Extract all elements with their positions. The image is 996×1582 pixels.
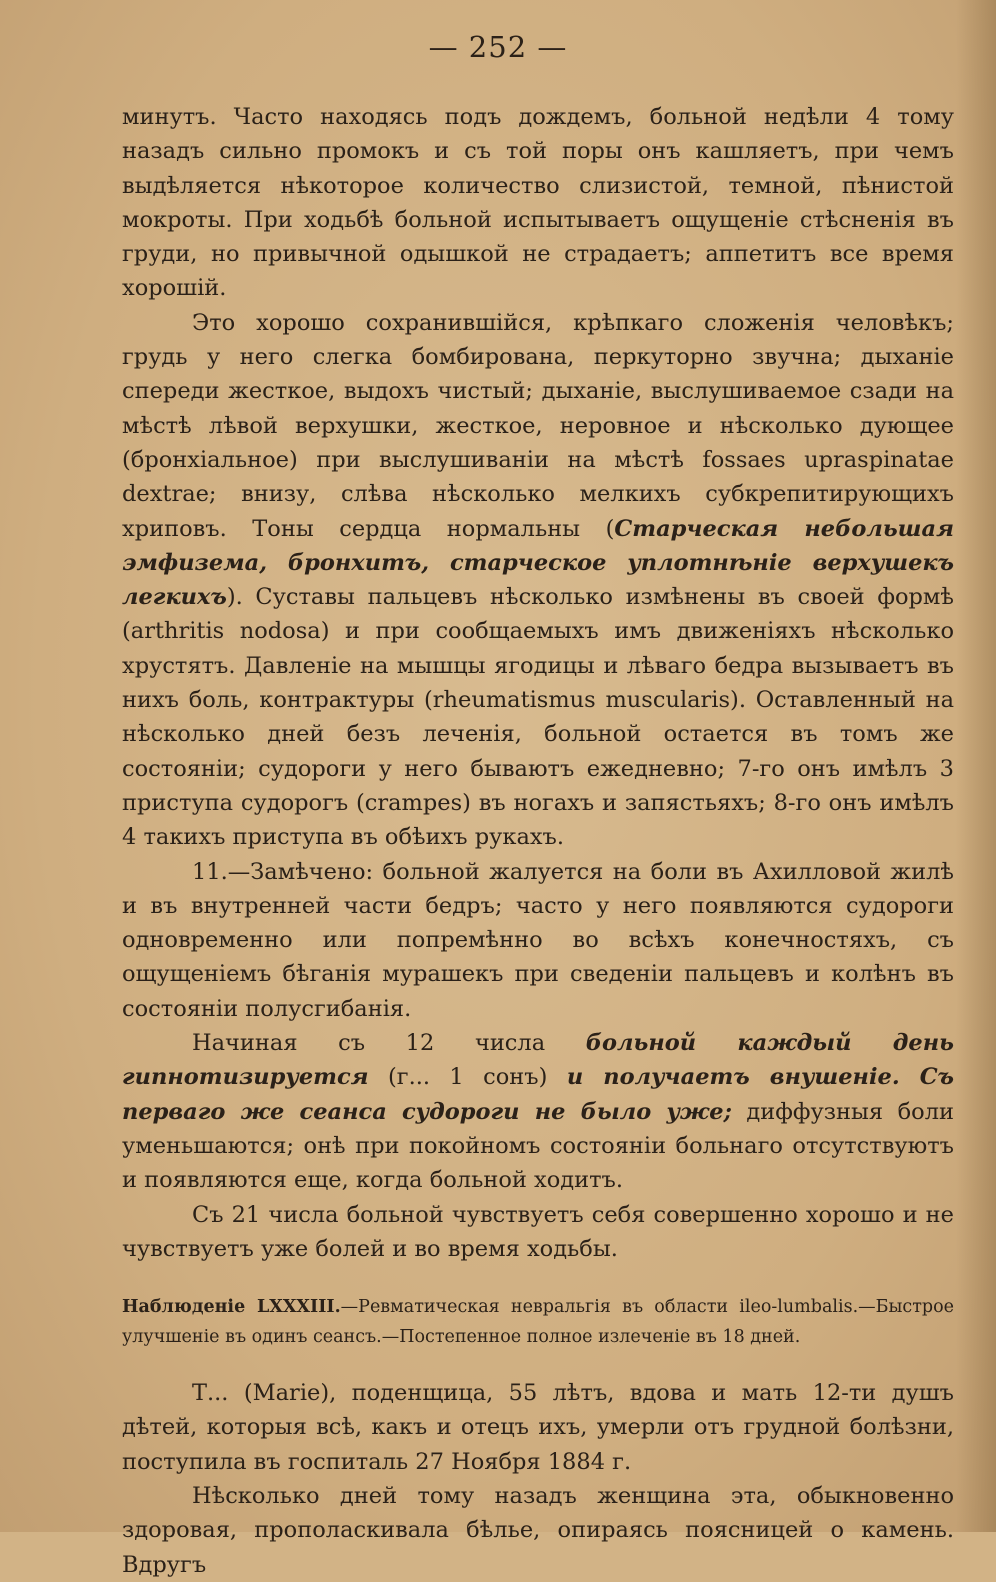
paragraph-patient-intro: Т... (Marie), поденщица, 55 лѣтъ, вдова и мать 12-ти душъ дѣтей, которыя всѣ, какъ и отецъ ихъ, умерли отъ грудной болѣзни, поступила въ госпиталь 27 Ноября 1884 г. <box>122 1380 954 1475</box>
paragraph-continuation: минутъ. Часто находясь подъ дождемъ, больной недѣли 4 тому назадъ сильно промокъ и съ той поры онъ кашляетъ, при чемъ выдѣляется нѣкоторое количество слизистой, темной, пѣнистой мокроты. При ходьбѣ больной испытываетъ ощущеніе стѣсненія въ груди, но привычной одышкой не страдаетъ; аппетитъ все время хорошій. <box>122 104 954 302</box>
treatment-italic-2: и получаетъ внушеніе. Съ перваго же сеанса судороги не было уже; <box>122 1064 955 1125</box>
observation-heading <box>122 1292 954 1352</box>
paragraph-day-11: 11.—Замѣчено: больной жалуется на боли въ Ахилловой жилѣ и въ внутренней части бедръ; часто у него появляются судороги одновременно или попремѣнно во всѣхъ конечностяхъ, съ ощущеніемъ бѣганія мурашекъ при сведеніи пальцевъ и колѣнъ въ состояніи полусгибанія. <box>122 858 954 1022</box>
diagnosis-italic: Старческая небольшая эмфизема, бронхитъ, старческое уплотнѣніе верхушекъ легкихъ <box>122 515 954 611</box>
page-gutter-shadow <box>956 0 996 1532</box>
paragraph-day-21: Съ 21 числа больной чувствуетъ себя совершенно хорошо и не чувствуетъ уже болей и во время ходьбы. <box>122 1201 954 1262</box>
page-body <box>122 100 954 1582</box>
observation-title: Наблюденіе LXXXIII. <box>122 1297 341 1318</box>
paragraph-history: Нѣсколько дней тому назадъ женщина эта, обыкновенно здоровая, прополаскивала бѣлье, опираясь поясницей о камень. Вдругъ <box>122 1482 954 1578</box>
observation-summary: —Ревматическая невральгія въ области ileo-lumbalis.—Быстрое улучшеніе въ одинъ сеансъ.—Постепенное полное излеченіе въ 18 дней. <box>122 1297 954 1348</box>
page-number: — 252 — <box>428 30 568 64</box>
paragraph-treatment: Начиная съ 12 числа больной каждый день гипнотизируется (г... 1 сонъ) и получаетъ внушеніе. Съ перваго же сеанса судороги не было уже; диффузныя боли уменьшаются; онѣ при покойномъ состояніи больнаго отсутствуютъ и появляются еще, когда больной ходитъ. <box>122 1030 955 1194</box>
paragraph-examination: Это хорошо сохранившійся, крѣпкаго сложенія человѣкъ; грудь у него слегка бомбирована, перкуторно звучна; дыханіе спереди жесткое, выдохъ чистый; дыханіе, выслушиваемое сзади на мѣстѣ лѣвой верхушки, жесткое, неровное и нѣсколько дующее (бронхіальное) при выслушиваніи на мѣстѣ fossaes uprаspinatae dextrae; внизу, слѣва нѣсколько мелкихъ субкрепитирующихъ хриповъ. Тоны сердца нормальны (Старческая небольшая эмфизема, бронхитъ, старческое уплотнѣніе верхушекъ легкихъ). Суставы пальцевъ нѣсколько измѣнены въ своей формѣ (arthritis nodosa) и при сообщаемыхъ имъ движеніяхъ нѣсколько хрустятъ. Давленіе на мышцы ягодицы и лѣваго бедра вызываетъ въ нихъ боль, контрактуры (rheumatismus muscularis). Оставленный на нѣсколько дней безъ леченія, больной остается въ томъ же состояніи; судороги у него бываютъ ежедневно; 7-го онъ имѣлъ 3 приступа судорогъ (crampes) въ ногахъ и запястьяхъ; 8-го онъ имѣлъ 4 такихъ приступа въ обѣихъ рукахъ. <box>122 309 954 851</box>
treatment-italic-1: больной каждый день гипнотизируется <box>122 1030 954 1091</box>
